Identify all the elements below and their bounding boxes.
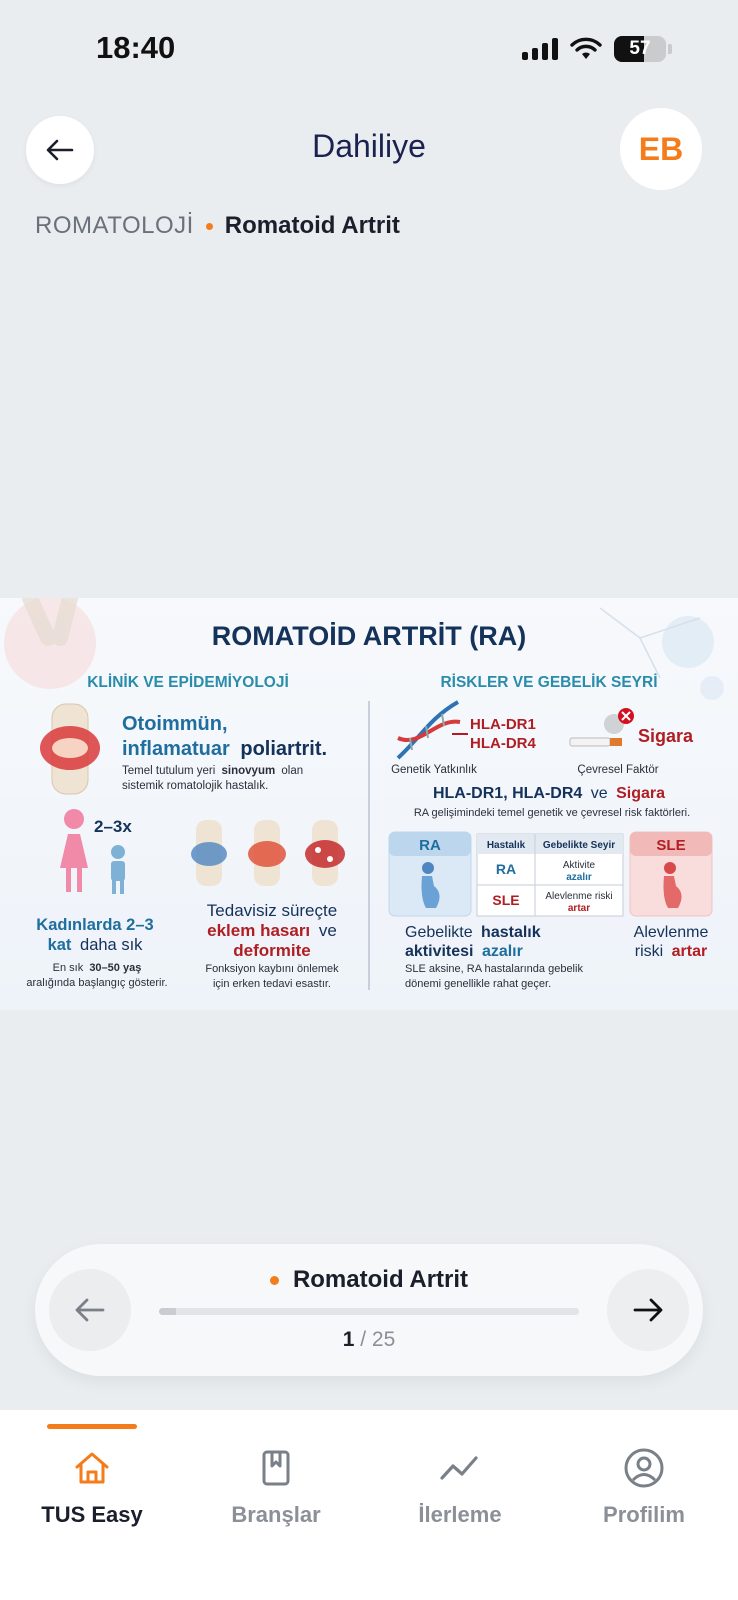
- bottom-navigation: [0, 1410, 738, 1600]
- page-total: / 25: [354, 1328, 396, 1351]
- women-line-1: Kadınlarda 2–3: [36, 916, 154, 934]
- preg-2b: azalır: [481, 943, 523, 960]
- arrow-left-icon: [75, 1297, 105, 1323]
- sle-box-label: SLE: [656, 837, 686, 854]
- table-cell-disease-sle: SLE: [492, 892, 520, 908]
- home-icon: [72, 1448, 112, 1488]
- trend-chart-icon: [438, 1448, 482, 1488]
- lead-line-2: [122, 738, 327, 760]
- table-cell-course-ra-2: azalır: [566, 872, 592, 883]
- flare-2a: riski: [634, 943, 664, 960]
- user-circle-icon: [623, 1447, 665, 1489]
- nav-label-profilim: Profilim: [603, 1502, 685, 1527]
- women-2a: kat: [47, 936, 72, 954]
- pager-dot: [270, 1276, 279, 1285]
- left-heading: KLİNİK VE EPİDEMİYOLOJİ: [87, 674, 289, 691]
- table-cell-course-sle-1: Alevlenme riski: [545, 891, 613, 902]
- age-line-2: aralığında başlangıç gösterir.: [26, 977, 168, 989]
- right-heading: RİSKLER VE GEBELİK SEYRİ: [440, 674, 658, 691]
- environmental-label: Çevresel Faktör: [577, 764, 659, 776]
- woman-icon: [60, 809, 88, 892]
- cigarette-icon: [570, 708, 634, 746]
- active-tab-indicator: [47, 1424, 137, 1429]
- age-1b: 30–50 yaş: [89, 962, 142, 974]
- risk-description: RA gelişimindeki temel genetik ve çevresel risk faktörleri.: [413, 807, 691, 819]
- lead-polyarthritis: poliartrit.: [240, 738, 328, 760]
- women-2b: daha sık: [80, 936, 143, 954]
- preg-2a: aktivitesi: [405, 943, 474, 960]
- nav-tus-easy[interactable]: [0, 1410, 184, 1540]
- risk-summary-b: ve: [590, 785, 608, 802]
- table-header-disease: Hastalık: [486, 840, 526, 851]
- pager-title: [35, 1266, 703, 1294]
- progress-track: [159, 1308, 579, 1315]
- smoking-label: Sigara: [638, 726, 694, 746]
- pregnancy-line-1: [405, 924, 541, 941]
- pregnancy-line-2: [405, 943, 523, 960]
- ratio-label: 2–3x: [94, 817, 132, 836]
- table-cell-course-sle-2: artar: [567, 903, 591, 914]
- risk-summary: [433, 785, 665, 802]
- avatar[interactable]: EB: [620, 108, 702, 190]
- battery-icon: [614, 36, 666, 62]
- battery-percent: 57: [629, 38, 651, 59]
- women-line-2: [48, 936, 144, 954]
- desc-1c: olan: [281, 765, 304, 777]
- page-title: Dahiliye: [312, 128, 426, 164]
- lead-inflammatory: inflamatuar: [122, 738, 230, 760]
- infographic-image: [0, 598, 738, 1010]
- pregnancy-desc-1: SLE aksine, RA hastalarında gebelik: [405, 963, 583, 975]
- function-line-2: için erken tedavi esastır.: [212, 978, 332, 990]
- man-icon: [111, 845, 125, 894]
- risk-summary-c: Sigara: [616, 785, 666, 802]
- nav-label-ilerleme: İlerleme: [418, 1502, 502, 1527]
- pager-title-text: Romatoid Artrit: [292, 1266, 469, 1293]
- slide-pager: [35, 1244, 703, 1376]
- age-line-1: [53, 962, 142, 974]
- breadcrumb: [35, 212, 400, 240]
- page-current: 1: [342, 1328, 355, 1351]
- nav-label-tus-easy: TUS Easy: [41, 1502, 143, 1527]
- lead-line-1: Otoimmün,: [122, 713, 228, 735]
- pregnancy-course-table: [477, 834, 623, 916]
- nav-branslar[interactable]: [184, 1410, 368, 1540]
- function-line-1: Fonksiyon kaybını önlemek: [205, 963, 339, 975]
- desc-1a: Temel tutulum yeri: [122, 765, 216, 777]
- nav-profilim[interactable]: [552, 1410, 736, 1540]
- flare-2b: artar: [671, 943, 708, 960]
- signal-icon: [522, 38, 558, 60]
- progress-fill: [159, 1308, 176, 1315]
- untreated-2a: eklem hasarı: [207, 921, 311, 940]
- genetic-label: Genetik Yatkınlık: [391, 764, 477, 776]
- preg-1a: Gebelikte: [405, 924, 473, 941]
- untreated-line-2: [207, 921, 337, 940]
- age-1a: En sık: [52, 962, 84, 974]
- breadcrumb-current: Romatoid Artrit: [224, 212, 400, 239]
- untreated-line-3: deformite: [233, 941, 311, 960]
- preg-1b: hastalık: [481, 924, 541, 941]
- status-icons: [522, 36, 672, 62]
- flare-line-1: Alevlenme: [633, 924, 709, 941]
- risk-summary-a: HLA-DR1, HLA-DR4: [432, 785, 583, 802]
- table-cell-disease-ra: RA: [495, 861, 517, 877]
- book-icon: [256, 1448, 296, 1488]
- status-time: 18:40: [96, 30, 176, 65]
- untreated-2b: ve: [318, 921, 337, 940]
- page-counter: [35, 1328, 703, 1352]
- nav-label-branslar: Branşlar: [231, 1502, 321, 1527]
- next-button[interactable]: [607, 1269, 689, 1351]
- joint-progression-icon: [191, 820, 345, 886]
- nav-ilerleme[interactable]: [368, 1410, 552, 1540]
- inflamed-joint-icon: [40, 704, 100, 794]
- desc-line-2: sistemik romatolojik hastalık.: [122, 780, 269, 792]
- flare-line-2: [635, 943, 707, 960]
- breadcrumb-separator: [206, 223, 213, 230]
- wifi-icon: [570, 37, 602, 61]
- desc-line-1: [122, 765, 303, 777]
- pregnancy-desc-2: dönemi genellikle rahat geçer.: [405, 978, 552, 990]
- hla-dr4-label: HLA-DR4: [470, 735, 536, 752]
- untreated-line-1: Tedavisiz süreçte: [206, 901, 338, 920]
- breadcrumb-parent[interactable]: ROMATOLOJİ: [35, 212, 194, 239]
- table-cell-course-ra-1: Aktivite: [562, 860, 596, 871]
- table-header-course: Gebelikte Seyir: [542, 840, 616, 851]
- status-bar: [0, 0, 738, 100]
- desc-1b: sinovyum: [221, 765, 276, 777]
- arrow-right-icon: [633, 1297, 663, 1323]
- dna-icon: [398, 702, 468, 758]
- ra-box-label: RA: [419, 837, 441, 854]
- infographic-title: ROMATOİD ARTRİT (RA): [211, 621, 527, 651]
- hla-dr1-label: HLA-DR1: [470, 716, 536, 733]
